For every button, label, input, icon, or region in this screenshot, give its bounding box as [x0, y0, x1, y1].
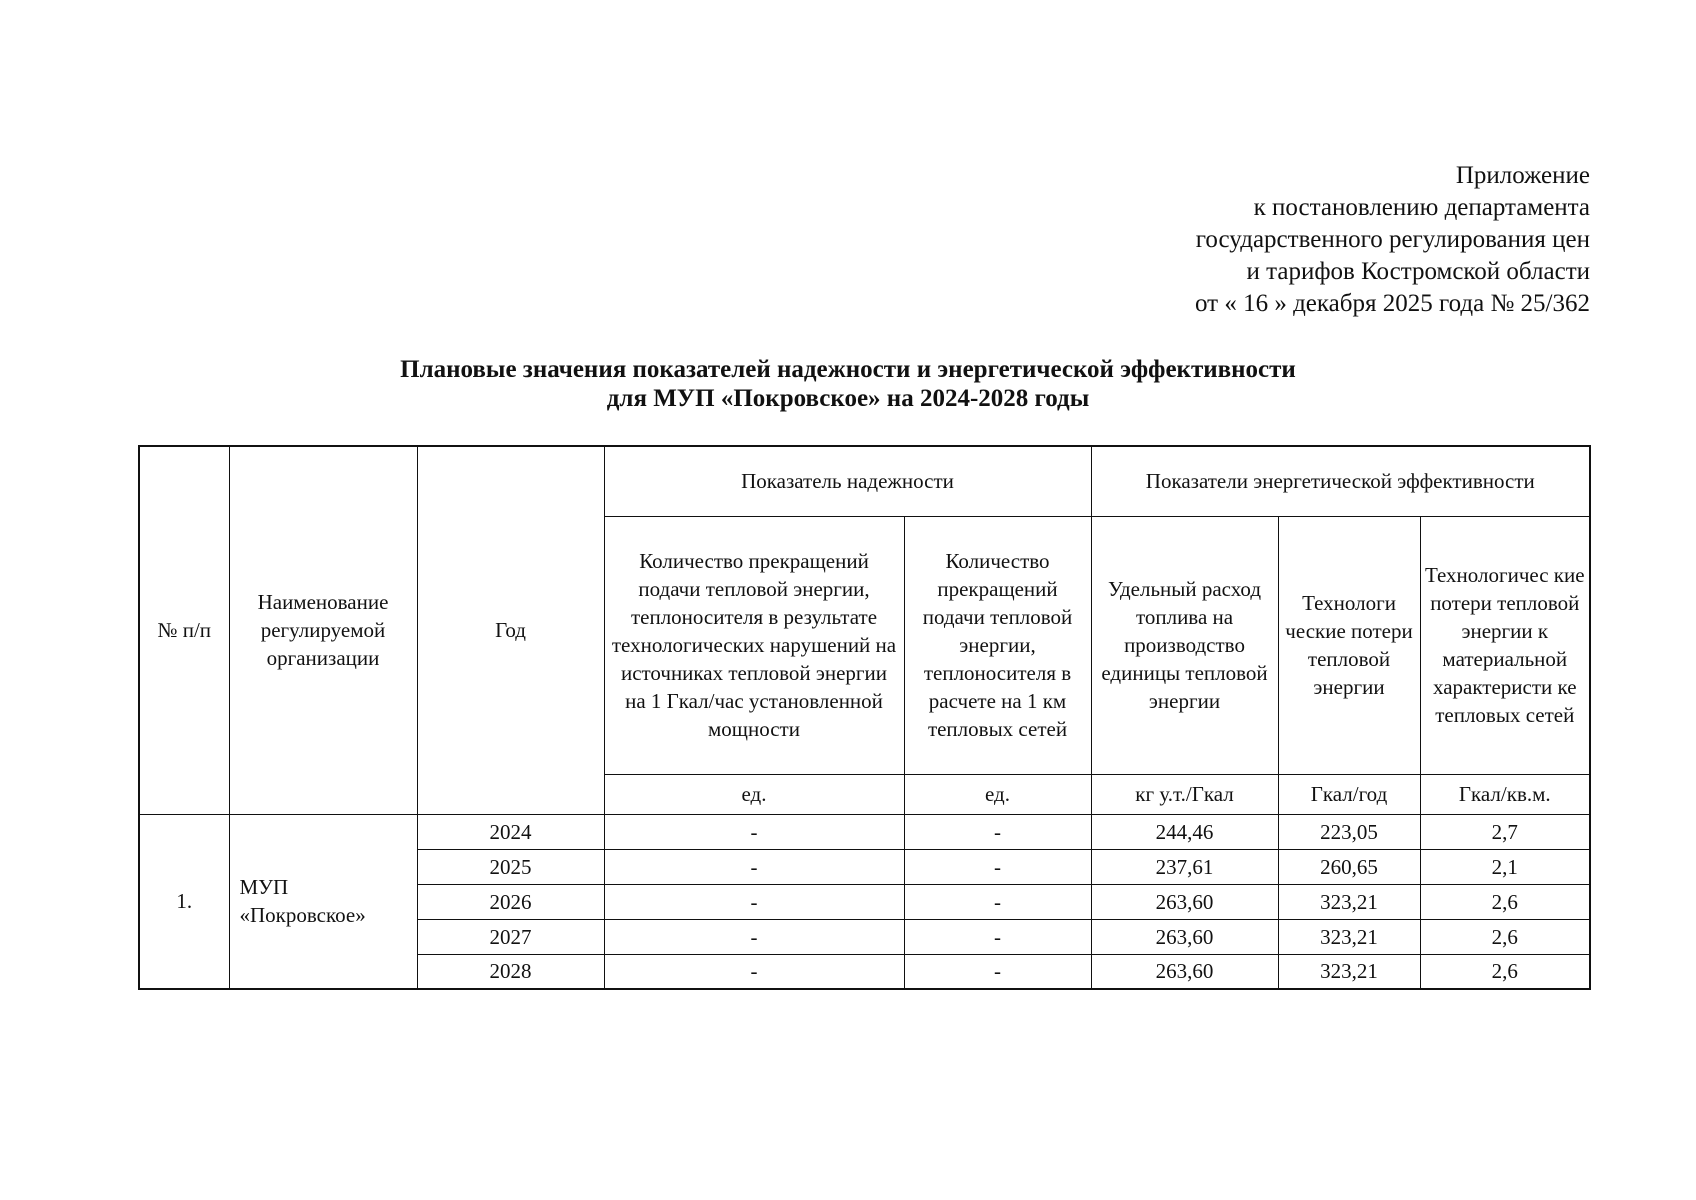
appendix-line: от « 16 » декабря 2025 года № 25/362	[1194, 290, 1590, 317]
entry-num: 1.	[139, 814, 229, 989]
cell-col2: -	[904, 884, 1091, 919]
cell-col5: 2,6	[1420, 884, 1590, 919]
header-col5: Технологичес кие потери тепловой энергии к материальной характеристи ке тепловых сетей	[1420, 516, 1590, 774]
header-efficiency-group: Показатели энергетической эффективности	[1091, 446, 1590, 516]
header-year: Год	[417, 446, 604, 814]
cell-col5: 2,7	[1420, 814, 1590, 849]
table-row	[139, 814, 1590, 849]
cell-year: 2027	[417, 919, 604, 954]
cell-col2: -	[904, 919, 1091, 954]
cell-col3: 244,46	[1091, 814, 1278, 849]
header-col1: Количество прекращений подачи тепловой энергии, теплоносителя в результате технологических нарушений на источниках тепловой энергии на 1 Гкал/час установленной мощности	[604, 516, 904, 774]
cell-col2: -	[904, 954, 1091, 989]
unit-col4: Гкал/год	[1278, 774, 1420, 814]
indicators-table	[138, 445, 1591, 990]
cell-col1: -	[604, 954, 904, 989]
cell-col2: -	[904, 849, 1091, 884]
header-org: Наименование регулируемой организации	[229, 446, 417, 814]
unit-col2: ед.	[904, 774, 1091, 814]
header-col2: Количество прекращений подачи тепловой энергии, теплоносителя в расчете на 1 км тепловых сетей	[904, 516, 1091, 774]
cell-col5: 2,6	[1420, 919, 1590, 954]
cell-col1: -	[604, 849, 904, 884]
appendix-line: и тарифов Костромской области	[1246, 258, 1590, 285]
header-reliability-group: Показатель надежности	[604, 446, 1091, 516]
cell-col1: -	[604, 919, 904, 954]
title-line-2: для МУП «Покровское» на 2024-2028 годы	[606, 385, 1090, 412]
appendix-line: государственного регулирования цен	[1195, 226, 1590, 253]
appendix-line: Приложение	[1455, 162, 1590, 189]
title-line-1: Плановые значения показателей надежности и энергетической эффективности	[400, 356, 1296, 383]
header-col3: Удельный расход топлива на производство единицы тепловой энергии	[1091, 516, 1278, 774]
cell-col4: 323,21	[1278, 954, 1420, 989]
cell-year: 2025	[417, 849, 604, 884]
header-col4: Технологи ческие потери тепловой энергии	[1278, 516, 1420, 774]
cell-col4: 323,21	[1278, 919, 1420, 954]
cell-year: 2026	[417, 884, 604, 919]
document-title	[0, 355, 1696, 413]
cell-col4: 323,21	[1278, 884, 1420, 919]
cell-col1: -	[604, 814, 904, 849]
cell-col3: 237,61	[1091, 849, 1278, 884]
appendix-block	[1195, 160, 1590, 320]
cell-year: 2024	[417, 814, 604, 849]
cell-col5: 2,1	[1420, 849, 1590, 884]
cell-col4: 260,65	[1278, 849, 1420, 884]
appendix-line: к постановлению департамента	[1253, 194, 1590, 221]
cell-year: 2028	[417, 954, 604, 989]
entry-org: МУП «Покровское»	[229, 814, 417, 989]
cell-col3: 263,60	[1091, 954, 1278, 989]
cell-col5: 2,6	[1420, 954, 1590, 989]
header-num: № п/п	[139, 446, 229, 814]
cell-col2: -	[904, 814, 1091, 849]
cell-col3: 263,60	[1091, 884, 1278, 919]
unit-col5: Гкал/кв.м.	[1420, 774, 1590, 814]
cell-col4: 223,05	[1278, 814, 1420, 849]
cell-col3: 263,60	[1091, 919, 1278, 954]
unit-col3: кг у.т./Гкал	[1091, 774, 1278, 814]
cell-col1: -	[604, 884, 904, 919]
unit-col1: ед.	[604, 774, 904, 814]
